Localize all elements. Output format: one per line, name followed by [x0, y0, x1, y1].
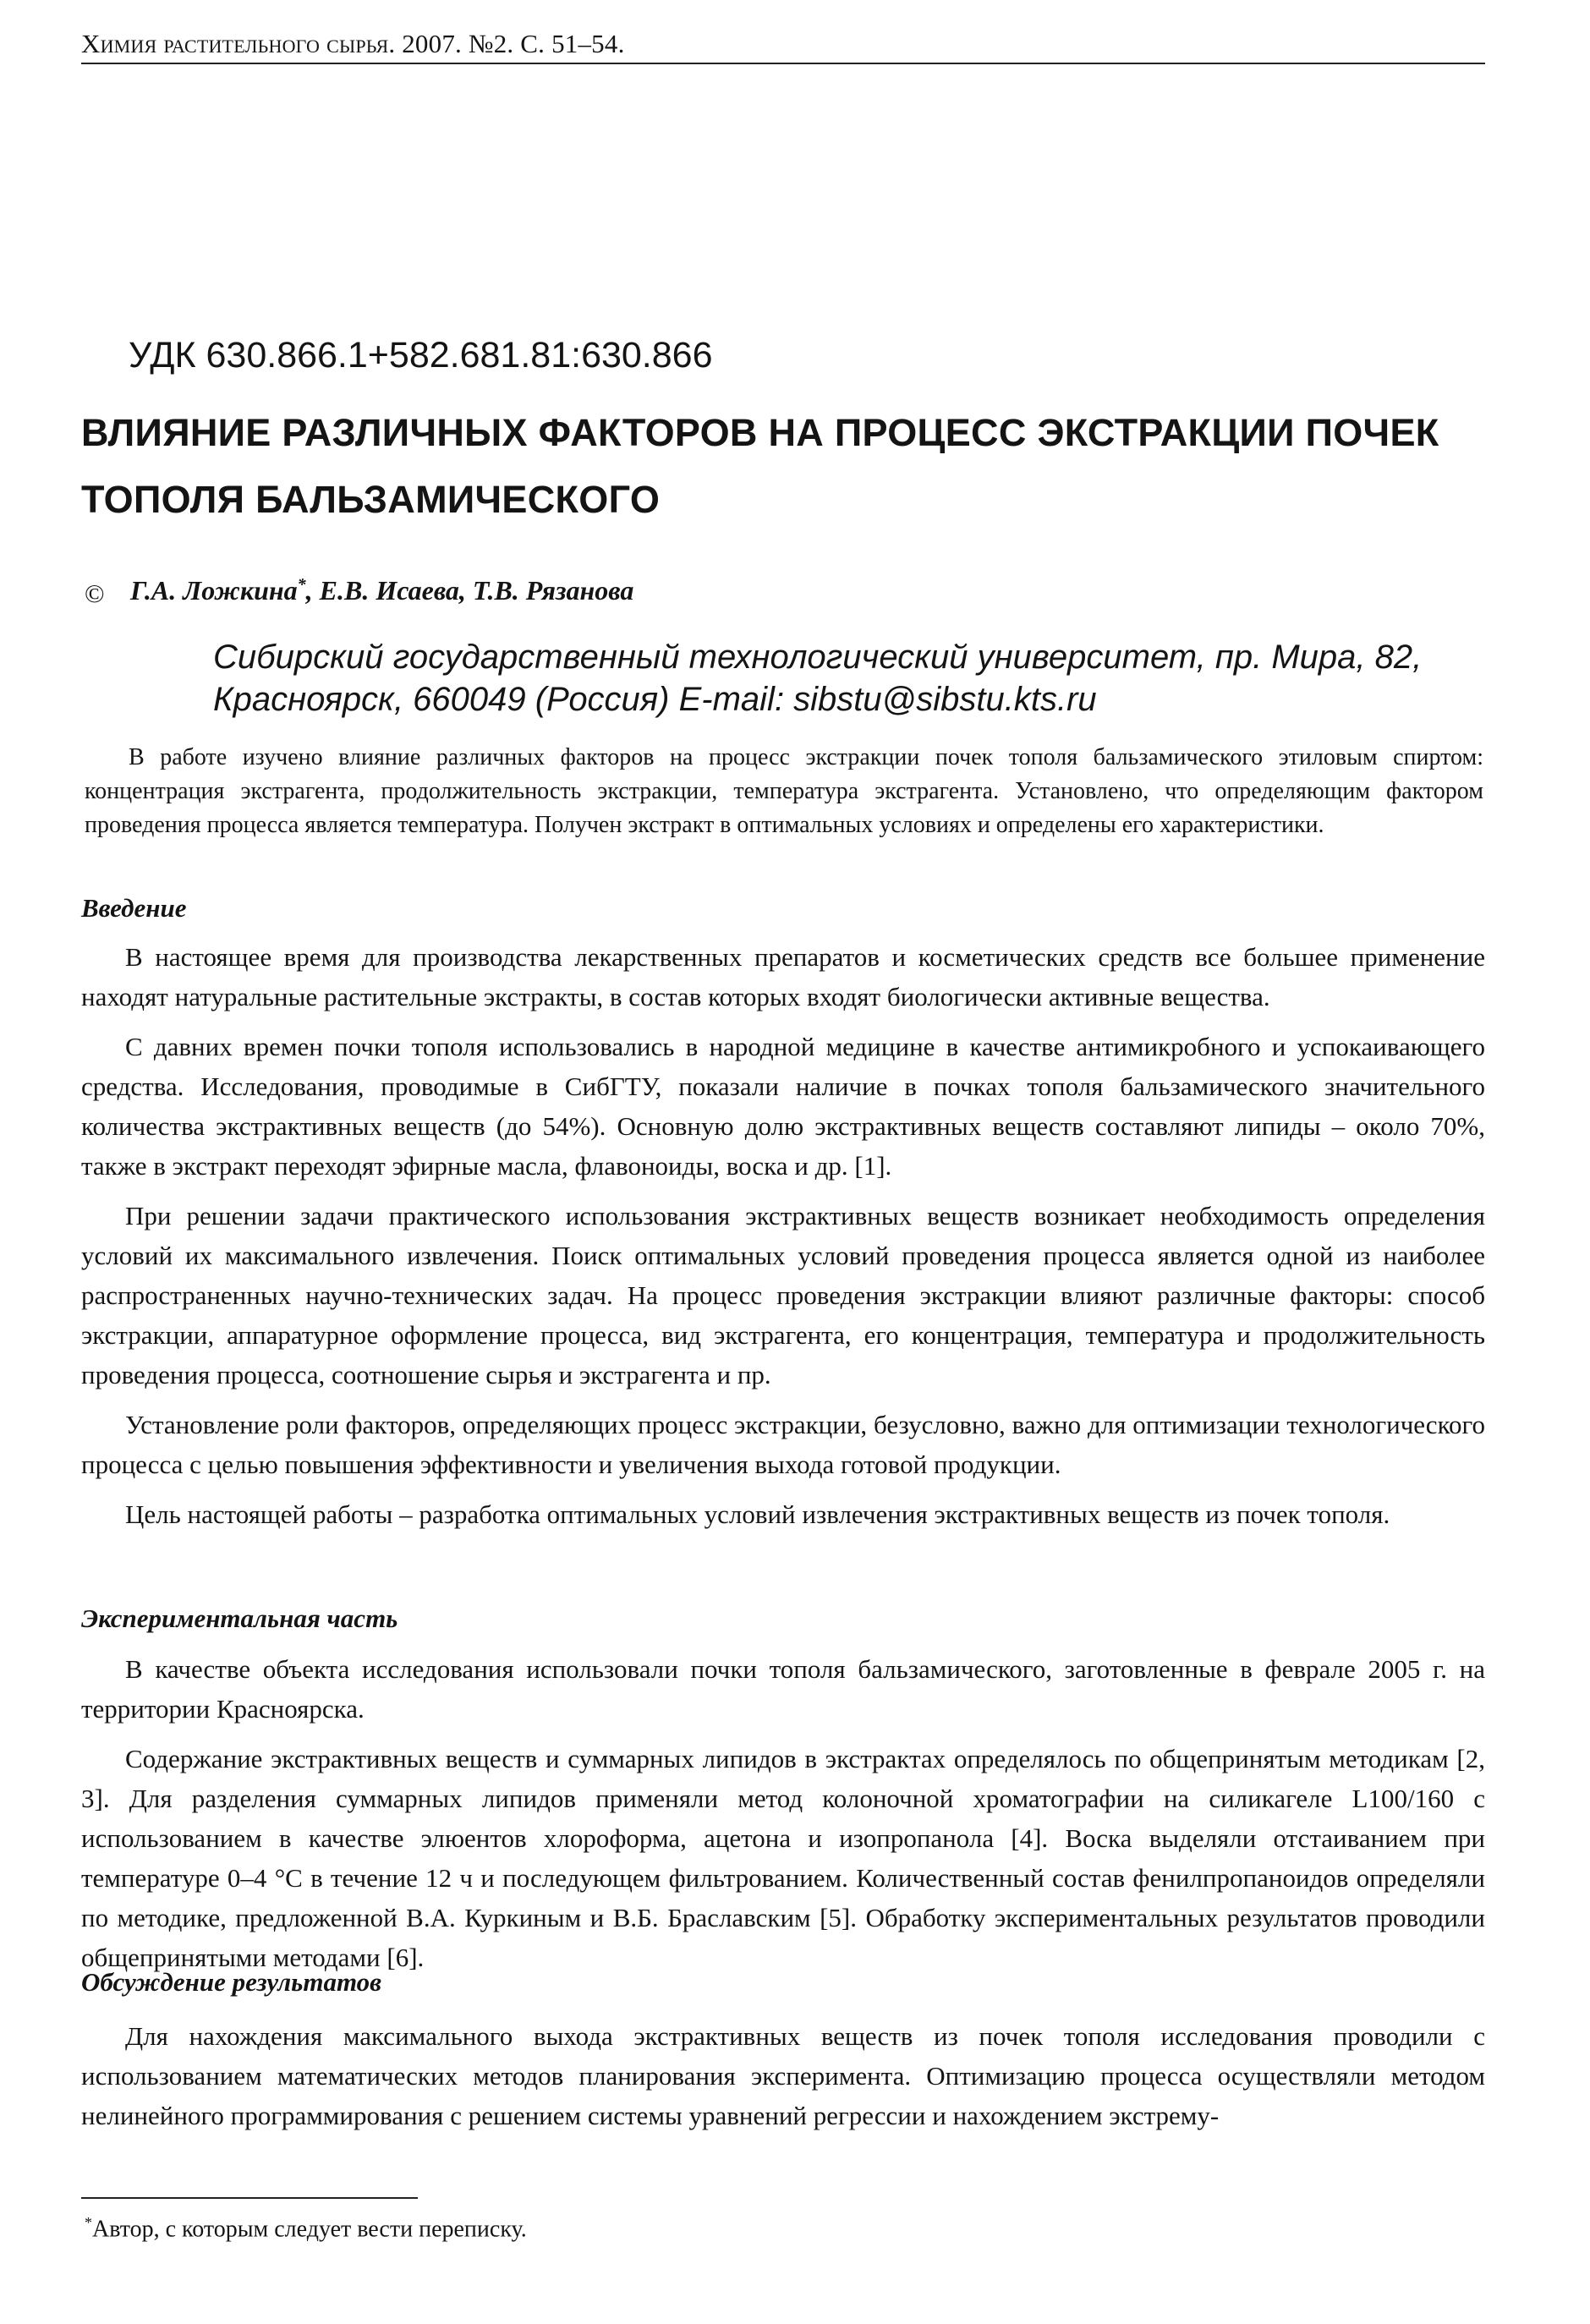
copyright-sign: © — [85, 578, 105, 608]
section-heading-discussion: Обсуждение результатов — [81, 1967, 382, 1997]
paragraph: С давних времен почки тополя использовались в народной медицине в качестве антимикробного и успокаивающего средства. Исследования, проводимые в СибГТУ, показали наличие в почках тополя бальзамического значительного количества экстрактивных веществ (до 54%). Основную долю экстрактивных веществ составляют липиды – около 70%, также в экстракт переходят эфирные масла, флавоноиды, воска и др. [1]. — [81, 1032, 1485, 1181]
paragraph: Установление роли факторов, определяющих процесс экстракции, безусловно, важно для оптимизации технологического процесса с целью повышения эффективности и увеличения выхода готовой продукции. — [81, 1410, 1485, 1479]
running-head: Химия растительного сырья. 2007. №2. С. 51–54. — [81, 29, 625, 58]
paragraph: Цель настоящей работы – разработка оптимальных условий извлечения экстрактивных веществ из почек тополя. — [125, 1499, 1390, 1529]
corresponding-author-mark: * — [297, 575, 306, 595]
paragraph: В настоящее время для производства лекарственных препаратов и косметических средств все большее применение находят натуральные растительные экстракты, в состав которых входят биологически активные вещества. — [81, 942, 1485, 1011]
section-heading-introduction: Введение — [81, 893, 187, 923]
footnote-rule — [81, 2197, 418, 2199]
footnote-text: Автор, с которым следует вести переписку. — [92, 2216, 527, 2243]
section-discussion — [81, 2016, 1485, 2146]
section-heading-experimental: Экспериментальная часть — [81, 1603, 398, 1633]
section-experimental — [81, 1649, 1485, 1987]
coauthors: , Е.В. Исаева, Т.В. Рязанова — [305, 575, 634, 606]
footnote — [85, 2214, 527, 2243]
paragraph: Содержание экстрактивных веществ и суммарных липидов в экстрактах определялось по общепринятым методикам [2, 3]. Для разделения суммарных липидов применяли метод колоночной хроматографии на силикагеле L100/160 с использованием в качестве элюентов хлороформа, ацетона и изопропанола [4]. Воска выделяли отстаиванием при температуре 0–4 °С в течение 12 ч и последующем фильтрованием. Количественный состав фенилпропаноидов определяли по методике, предложенной В.А. Куркиным и В.Б. Браславским [5]. Обработку экспериментальных результатов проводили общепринятыми методами [6]. — [81, 1744, 1485, 1972]
abstract: В работе изучено влияние различных факторов на процесс экстракции почек тополя бальзамического этиловым спиртом: концентрация экстрагента, продолжительность экстракции, температура экстрагента. Установлено, что определяющим фактором проведения процесса является температура. Получен экстракт в оптимальных условиях и определены его характеристики. — [85, 744, 1483, 838]
paper-title: ВЛИЯНИЕ РАЗЛИЧНЫХ ФАКТОРОВ НА ПРОЦЕСС ЭКСТРАКЦИИ ПОЧЕК ТОПОЛЯ БАЛЬЗАМИЧЕСКОГО — [81, 411, 1439, 521]
udc-code: УДК 630.866.1+582.681.81:630.866 — [129, 335, 713, 375]
paragraph: В качестве объекта исследования использовали почки тополя бальзамического, заготовленные в феврале 2005 г. на территории Красноярска. — [81, 1654, 1485, 1724]
footnote-mark: * — [85, 2214, 92, 2231]
header-rule — [81, 63, 1485, 64]
section-introduction — [81, 937, 1485, 1544]
author-list — [130, 575, 633, 606]
corresponding-author: Г.А. Ложкина — [130, 575, 298, 606]
paragraph: Для нахождения максимального выхода экстрактивных веществ из почек тополя исследования проводили с использованием математических методов планирования эксперимента. Оптимизацию процесса осуществляли методом нелинейного программирования с решением системы уравнений регрессии и нахождением экстрему- — [81, 2021, 1485, 2130]
paragraph: При решении задачи практического использования экстрактивных веществ возникает необходимость определения условий их максимального извлечения. Поиск оптимальных условий проведения процесса является одной из наиболее распространенных научно-технических задач. На процесс проведения экстракции влияют различные факторы: способ экстракции, аппаратурное оформление процесса, вид экстрагента, его концентрация, температура и продолжительность проведения процесса, соотношение сырья и экстрагента и пр. — [81, 1201, 1485, 1389]
affiliation: Сибирский государственный технологический университет, пр. Мира, 82, Красноярск, 660049 (Россия) E-mail: sibstu@sibstu.kts.ru — [213, 639, 1423, 718]
